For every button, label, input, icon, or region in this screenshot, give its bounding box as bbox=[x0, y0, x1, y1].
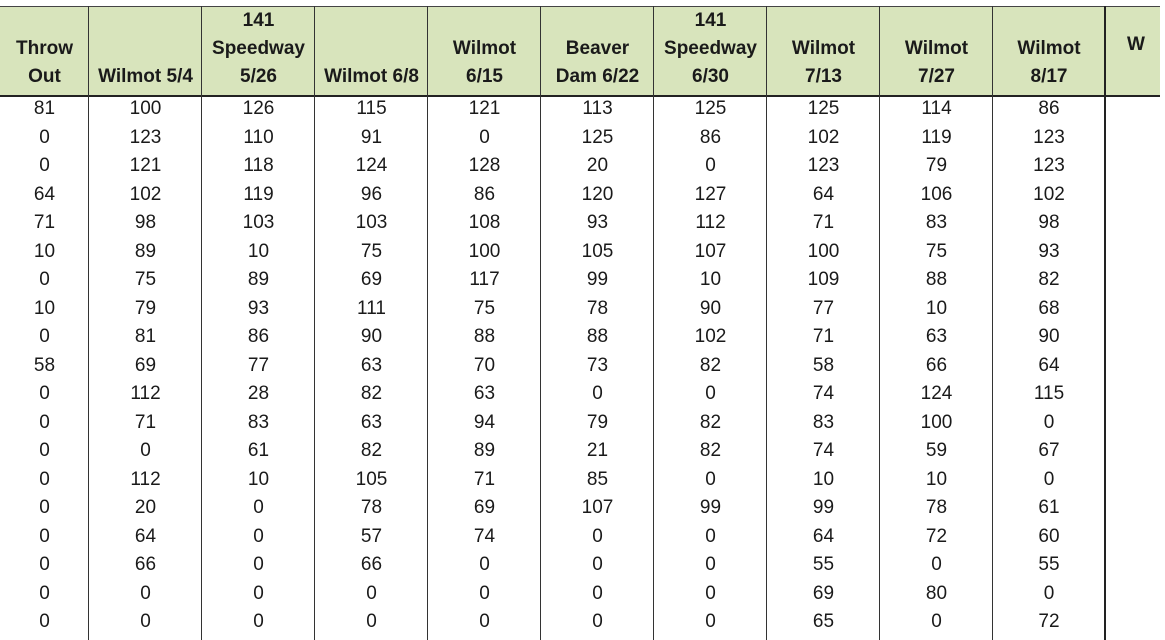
table-cell[interactable]: 0 bbox=[479, 554, 490, 575]
table-row bbox=[0, 494, 1160, 523]
table-cell[interactable]: 82 bbox=[360, 440, 383, 461]
table-cell[interactable]: 0 bbox=[140, 611, 151, 632]
table-cell[interactable]: 109 bbox=[807, 269, 840, 290]
table-cell[interactable]: 121 bbox=[468, 98, 501, 119]
table-cell[interactable]: 10 bbox=[812, 468, 835, 490]
table-cell[interactable]: 0 bbox=[592, 611, 603, 632]
table-cell[interactable]: 69 bbox=[473, 497, 496, 518]
table-cell[interactable]: 71 bbox=[812, 212, 835, 233]
table-cell[interactable]: 86 bbox=[247, 326, 270, 347]
table-cell[interactable]: 119 bbox=[243, 183, 274, 205]
table-cell[interactable]: 83 bbox=[925, 212, 948, 233]
table-row bbox=[0, 124, 1160, 153]
table-cell[interactable]: 0 bbox=[592, 554, 603, 575]
table-cell[interactable]: 0 bbox=[39, 269, 50, 290]
table-cell[interactable]: 93 bbox=[586, 212, 609, 233]
column-header[interactable]: 141 Speedway 6/30 bbox=[664, 10, 757, 87]
table-cell[interactable]: 75 bbox=[134, 269, 157, 290]
table-cell[interactable]: 10 bbox=[925, 297, 948, 319]
table-cell[interactable]: 73 bbox=[586, 354, 609, 376]
table-cell[interactable]: 0 bbox=[705, 383, 716, 404]
column-divider bbox=[992, 6, 993, 640]
column-divider bbox=[1104, 6, 1106, 640]
table-cell[interactable]: 0 bbox=[39, 411, 50, 433]
table-row bbox=[0, 95, 1160, 124]
table-cell[interactable]: 63 bbox=[360, 411, 383, 433]
column-divider bbox=[653, 6, 654, 640]
table-cell[interactable]: 86 bbox=[1038, 98, 1060, 119]
table-cell[interactable]: 111 bbox=[357, 297, 386, 319]
table-cell[interactable]: 108 bbox=[468, 212, 501, 233]
table-cell[interactable]: 0 bbox=[39, 468, 50, 490]
table-cell[interactable]: 123 bbox=[1033, 126, 1065, 148]
table-cell[interactable]: 77 bbox=[812, 297, 835, 319]
table-cell[interactable]: 103 bbox=[355, 212, 388, 233]
table-cell[interactable]: 112 bbox=[130, 468, 161, 490]
table-row bbox=[0, 323, 1160, 352]
table-cell[interactable]: 20 bbox=[134, 497, 157, 518]
table-cell[interactable]: 100 bbox=[920, 411, 953, 433]
table-cell[interactable]: 69 bbox=[360, 269, 383, 290]
table-cell[interactable]: 0 bbox=[366, 611, 377, 632]
table-row bbox=[0, 352, 1160, 381]
table-cell[interactable]: 63 bbox=[925, 326, 948, 347]
table-cell[interactable]: 58 bbox=[812, 354, 835, 376]
table-cell[interactable]: 125 bbox=[807, 98, 840, 119]
header-row bbox=[0, 6, 1160, 97]
table-cell[interactable]: 0 bbox=[140, 440, 151, 461]
table-cell[interactable]: 0 bbox=[705, 468, 716, 490]
table-cell[interactable]: 0 bbox=[705, 554, 716, 575]
table-cell[interactable]: 67 bbox=[1038, 440, 1060, 461]
table-cell[interactable]: 79 bbox=[925, 155, 948, 176]
table-cell[interactable]: 124 bbox=[355, 155, 388, 176]
table-cell[interactable]: 88 bbox=[586, 326, 609, 347]
table-cell[interactable]: 0 bbox=[39, 497, 50, 518]
column-divider bbox=[88, 6, 89, 640]
table-cell[interactable]: 66 bbox=[134, 554, 157, 575]
table-row bbox=[0, 551, 1160, 580]
table-cell[interactable]: 74 bbox=[812, 383, 835, 404]
table-cell[interactable]: 0 bbox=[253, 554, 264, 575]
table-cell[interactable]: 106 bbox=[920, 183, 953, 205]
table-cell[interactable]: 90 bbox=[699, 297, 722, 319]
table-cell[interactable]: 125 bbox=[581, 126, 614, 148]
table-cell[interactable]: 88 bbox=[925, 269, 948, 290]
table-cell[interactable]: 60 bbox=[1038, 525, 1060, 547]
table-row bbox=[0, 580, 1160, 609]
table-cell[interactable]: 63 bbox=[360, 354, 383, 376]
table-cell[interactable]: 105 bbox=[581, 240, 614, 262]
table-cell[interactable]: 81 bbox=[33, 98, 56, 119]
table-cell[interactable]: 89 bbox=[473, 440, 496, 461]
table-cell[interactable]: 81 bbox=[134, 326, 157, 347]
table-cell[interactable]: 0 bbox=[253, 525, 264, 547]
table-row bbox=[0, 295, 1160, 324]
table-cell[interactable]: 0 bbox=[1043, 468, 1055, 490]
table-cell[interactable]: 64 bbox=[1038, 354, 1060, 376]
table-cell[interactable]: 99 bbox=[699, 497, 722, 518]
table-cell[interactable]: 0 bbox=[592, 582, 603, 604]
table-cell[interactable]: 99 bbox=[586, 269, 609, 290]
table-cell[interactable]: 90 bbox=[1038, 326, 1060, 347]
table-cell[interactable]: 74 bbox=[473, 525, 496, 547]
table-cell[interactable]: 75 bbox=[360, 240, 383, 262]
table-row bbox=[0, 466, 1160, 495]
table-cell[interactable]: 72 bbox=[1038, 611, 1060, 632]
column-header[interactable]: Throw Out bbox=[16, 38, 73, 87]
table-cell[interactable]: 96 bbox=[360, 183, 383, 205]
table-cell[interactable]: 91 bbox=[360, 126, 383, 148]
column-header[interactable]: Beaver Dam 6/22 bbox=[555, 38, 640, 87]
table-row bbox=[0, 266, 1160, 295]
table-cell[interactable]: 70 bbox=[473, 354, 496, 376]
table-cell[interactable]: 78 bbox=[586, 297, 609, 319]
table-row bbox=[0, 152, 1160, 181]
column-header[interactable]: Wilmot 5/4 bbox=[98, 66, 193, 87]
table-cell[interactable]: 93 bbox=[1038, 240, 1060, 262]
table-cell[interactable]: 0 bbox=[479, 611, 490, 632]
column-header[interactable]: Wilmot 6/15 bbox=[452, 38, 517, 87]
table-cell[interactable]: 0 bbox=[39, 383, 50, 404]
table-cell[interactable]: 69 bbox=[134, 354, 157, 376]
table-cell[interactable]: 0 bbox=[253, 497, 264, 518]
table-cell[interactable]: 79 bbox=[586, 411, 609, 433]
table-cell[interactable]: 78 bbox=[360, 497, 383, 518]
table-cell[interactable]: 74 bbox=[812, 440, 835, 461]
table-cell[interactable]: 83 bbox=[247, 411, 270, 433]
table-cell[interactable]: 98 bbox=[1038, 212, 1060, 233]
table-cell[interactable]: 71 bbox=[473, 468, 496, 490]
table-cell[interactable]: 123 bbox=[1033, 155, 1065, 176]
table-cell[interactable]: 64 bbox=[33, 183, 56, 205]
table-cell[interactable]: 66 bbox=[925, 354, 948, 376]
table-cell[interactable]: 0 bbox=[39, 126, 50, 148]
table-cell[interactable]: 10 bbox=[247, 240, 270, 262]
table-cell[interactable]: 82 bbox=[699, 354, 722, 376]
table-cell[interactable]: 114 bbox=[921, 98, 952, 119]
table-cell[interactable]: 100 bbox=[129, 98, 162, 119]
table-cell[interactable]: 100 bbox=[807, 240, 840, 262]
table-cell[interactable]: 102 bbox=[1033, 183, 1065, 205]
table-row bbox=[0, 181, 1160, 210]
table-row bbox=[0, 409, 1160, 438]
column-divider bbox=[201, 6, 202, 640]
table-cell[interactable]: 123 bbox=[129, 126, 162, 148]
table-cell[interactable]: 123 bbox=[807, 155, 840, 176]
table-cell[interactable]: 112 bbox=[695, 212, 726, 233]
column-divider bbox=[540, 6, 541, 640]
table-cell[interactable]: 79 bbox=[134, 297, 157, 319]
table-cell[interactable]: 65 bbox=[812, 611, 835, 632]
table-cell[interactable]: 0 bbox=[253, 582, 264, 604]
table-cell[interactable]: 98 bbox=[134, 212, 157, 233]
table-cell[interactable]: 102 bbox=[129, 183, 162, 205]
table-cell[interactable]: 66 bbox=[360, 554, 383, 575]
table-cell[interactable]: 0 bbox=[366, 582, 377, 604]
table-cell[interactable]: 89 bbox=[247, 269, 270, 290]
table-row bbox=[0, 209, 1160, 238]
table-cell[interactable]: 77 bbox=[247, 354, 270, 376]
table-cell[interactable]: 117 bbox=[469, 269, 500, 290]
table-cell[interactable]: 121 bbox=[129, 155, 162, 176]
table-cell[interactable]: 86 bbox=[473, 183, 496, 205]
table-cell[interactable]: 10 bbox=[925, 468, 948, 490]
table-row bbox=[0, 238, 1160, 267]
table-cell[interactable]: 0 bbox=[39, 582, 50, 604]
table-cell[interactable]: 10 bbox=[699, 269, 722, 290]
table-cell[interactable]: 82 bbox=[699, 411, 722, 433]
table-cell[interactable]: 10 bbox=[247, 468, 270, 490]
column-header[interactable]: Wilmot 7/13 bbox=[791, 38, 856, 87]
table-cell[interactable]: 102 bbox=[807, 126, 840, 148]
table-row bbox=[0, 437, 1160, 466]
table-cell[interactable]: 93 bbox=[247, 297, 270, 319]
table-cell[interactable]: 0 bbox=[931, 611, 942, 632]
table-cell[interactable]: 78 bbox=[925, 497, 948, 518]
table-cell[interactable]: 64 bbox=[812, 183, 835, 205]
table-cell[interactable]: 0 bbox=[931, 554, 942, 575]
table-cell[interactable]: 0 bbox=[39, 155, 50, 176]
table-cell[interactable]: 20 bbox=[586, 155, 609, 176]
table-cell[interactable]: 83 bbox=[812, 411, 835, 433]
table-cell[interactable]: 0 bbox=[705, 525, 716, 547]
table-cell[interactable]: 61 bbox=[247, 440, 270, 461]
table-cell[interactable]: 55 bbox=[812, 554, 835, 575]
table-cell[interactable]: 82 bbox=[360, 383, 383, 404]
table-cell[interactable]: 0 bbox=[1043, 582, 1055, 604]
table-cell[interactable]: 100 bbox=[468, 240, 501, 262]
table-cell[interactable]: 110 bbox=[243, 126, 274, 148]
table-cell[interactable]: 71 bbox=[33, 212, 56, 233]
table-row bbox=[0, 608, 1160, 637]
table-cell[interactable]: 119 bbox=[921, 126, 952, 148]
table-row bbox=[0, 380, 1160, 409]
table-cell[interactable]: 82 bbox=[1038, 269, 1060, 290]
table-cell[interactable]: 0 bbox=[705, 611, 716, 632]
table-cell[interactable]: 64 bbox=[134, 525, 157, 547]
table-cell[interactable]: 127 bbox=[694, 183, 727, 205]
table-cell[interactable]: 115 bbox=[356, 98, 387, 119]
table-cell[interactable]: 80 bbox=[925, 582, 948, 604]
table-cell[interactable]: 64 bbox=[812, 525, 835, 547]
table-cell[interactable]: 0 bbox=[1043, 411, 1055, 433]
table-cell[interactable]: 0 bbox=[39, 440, 50, 461]
table-cell[interactable]: 68 bbox=[1038, 297, 1060, 319]
table-cell[interactable]: 55 bbox=[1038, 554, 1060, 575]
table-cell[interactable]: 115 bbox=[1033, 383, 1065, 404]
column-divider bbox=[879, 6, 880, 640]
table-cell[interactable]: 58 bbox=[33, 354, 56, 376]
table-cell[interactable]: 69 bbox=[812, 582, 835, 604]
column-divider bbox=[314, 6, 315, 640]
table-cell[interactable]: 85 bbox=[586, 468, 609, 490]
table-cell[interactable]: 120 bbox=[581, 183, 614, 205]
table-cell[interactable]: 128 bbox=[468, 155, 501, 176]
table-cell[interactable]: 86 bbox=[699, 126, 722, 148]
table-cell[interactable]: 21 bbox=[586, 440, 609, 461]
table-cell[interactable]: 102 bbox=[694, 326, 727, 347]
table-cell[interactable]: 107 bbox=[581, 497, 614, 518]
table-cell[interactable]: 0 bbox=[705, 155, 716, 176]
table-cell[interactable]: 57 bbox=[360, 525, 383, 547]
table-cell[interactable]: 0 bbox=[592, 525, 603, 547]
table-cell[interactable]: 61 bbox=[1038, 497, 1060, 518]
table-cell[interactable]: 71 bbox=[134, 411, 157, 433]
table-cell[interactable]: 75 bbox=[473, 297, 496, 319]
table-cell[interactable]: 0 bbox=[479, 582, 490, 604]
table-cell[interactable]: 113 bbox=[582, 98, 613, 119]
table-cell[interactable]: 103 bbox=[242, 212, 275, 233]
table-cell[interactable]: 75 bbox=[925, 240, 948, 262]
table-cell[interactable]: 0 bbox=[39, 525, 50, 547]
table-cell[interactable]: 125 bbox=[694, 98, 727, 119]
table-cell[interactable]: 118 bbox=[243, 155, 274, 176]
table-cell[interactable]: 0 bbox=[592, 383, 603, 404]
column-header[interactable]: Wilmot 7/27 bbox=[904, 38, 969, 87]
table-cell[interactable]: 63 bbox=[473, 383, 496, 404]
table-cell[interactable]: 59 bbox=[925, 440, 948, 461]
table-cell[interactable]: 0 bbox=[39, 554, 50, 575]
column-divider bbox=[766, 6, 767, 640]
table-cell[interactable]: 71 bbox=[812, 326, 835, 347]
table-cell[interactable]: 0 bbox=[140, 582, 151, 604]
table-cell[interactable]: 0 bbox=[479, 126, 490, 148]
table-cell[interactable]: 28 bbox=[247, 383, 270, 404]
column-header[interactable]: Wilmot 6/8 bbox=[324, 66, 419, 87]
table-cell[interactable]: 90 bbox=[360, 326, 383, 347]
table-cell[interactable]: 94 bbox=[473, 411, 496, 433]
table-cell[interactable]: 88 bbox=[473, 326, 496, 347]
table-cell[interactable]: 0 bbox=[253, 611, 264, 632]
column-header[interactable]: Wilmot 8/17 bbox=[1017, 38, 1081, 87]
table-cell[interactable]: 89 bbox=[134, 240, 157, 262]
table-cell[interactable]: 112 bbox=[130, 383, 161, 404]
table-body bbox=[0, 95, 1160, 637]
table-cell[interactable]: 10 bbox=[33, 240, 56, 262]
column-header[interactable]: 141 Speedway 5/26 bbox=[212, 10, 305, 87]
column-divider bbox=[427, 6, 428, 640]
table-cell[interactable]: 0 bbox=[39, 326, 50, 347]
table-cell[interactable]: 126 bbox=[242, 98, 275, 119]
table-row bbox=[0, 523, 1160, 552]
table-cell[interactable]: 72 bbox=[925, 525, 948, 547]
table-cell[interactable]: 0 bbox=[39, 611, 50, 632]
table-cell[interactable]: 0 bbox=[705, 582, 716, 604]
table-cell[interactable]: 82 bbox=[699, 440, 722, 461]
column-header[interactable]: W bbox=[1127, 34, 1145, 55]
table-cell[interactable]: 124 bbox=[920, 383, 953, 404]
table-cell[interactable]: 99 bbox=[812, 497, 835, 518]
table-cell[interactable]: 10 bbox=[33, 297, 56, 319]
table-cell[interactable]: 105 bbox=[355, 468, 388, 490]
table-cell[interactable]: 107 bbox=[694, 240, 727, 262]
